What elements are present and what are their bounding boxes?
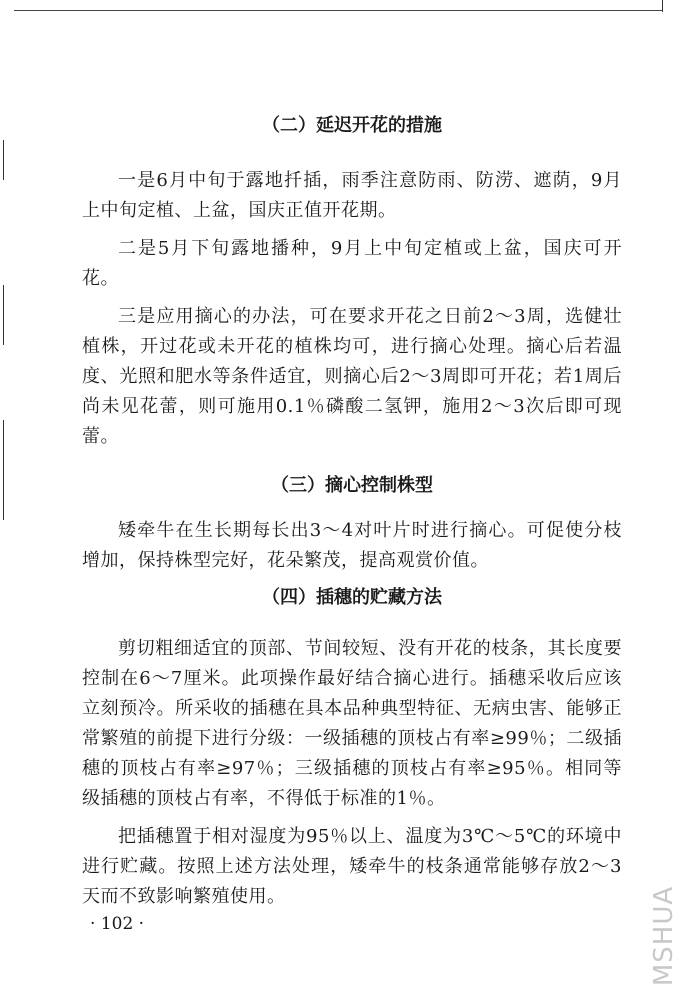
document-page [82,112,622,912]
page-number: · 102 · [90,914,145,934]
watermark-text: MSHUA [649,885,679,987]
section-heading-pinching: （三）摘心控制株型 [271,475,433,496]
section-heading-delay-flowering: （二）延迟开花的措施 [262,115,442,136]
scan-border-mark [3,140,4,180]
paragraph-method-one: 一是6月中旬于露地扦插，雨季注意防雨、防涝、遮荫，9月上中旬定植、上盆，国庆正值开花期。 [82,170,622,221]
paragraph-cutting-storage: 把插穗置于相对湿度为95％以上、温度为3℃～5℃的环境中进行贮藏。按照上述方法处理，矮牵牛的枝条通常能够存放2～3天而不致影响繁殖使用。 [82,826,622,907]
section-heading-cutting-storage: （四）插穗的贮藏方法 [262,587,442,608]
watermark [646,880,682,992]
paragraph-pinching: 矮牵牛在生长期每长出3～4对叶片时进行摘心。可促使分枝增加，保持株型完好，花朵繁茂，提高观赏价值。 [82,520,622,571]
paragraph-method-two: 二是5月下旬露地播种，9月上中旬定植或上盆，国庆可开花。 [82,238,622,289]
scan-border-mark [3,285,4,345]
paragraph-method-three: 三是应用摘心的办法，可在要求开花之日前2～3周，选健壮植株，开过花或未开花的植株均可，进行摘心处理。摘心后若温度、光照和肥水等条件适宜，则摘心后2～3周即可开花；若1周后尚未见花蕾，则可施用0.1％磷酸二氢钾，施用2～3次后即可现蕾。 [82,306,622,447]
scan-border-mark [3,420,4,520]
scan-border-mark [662,0,663,12]
paragraph-cutting-grading: 剪切粗细适宜的顶部、节间较短、没有开花的枝条，其长度要控制在6～7厘米。此项操作最好结合摘心进行。插穗采收后应该立刻预冷。所采收的插穗在具本品种典型特征、无病虫害、能够正常繁殖的前提下进行分级：一级插穗的顶枝占有率≥99％；二级插穗的顶枝占有率≥97％；三级插穗的顶枝占有率≥95％。相同等级插穗的顶枝占有率，不得低于标准的1％。 [82,638,622,809]
scan-border-top [14,10,662,11]
